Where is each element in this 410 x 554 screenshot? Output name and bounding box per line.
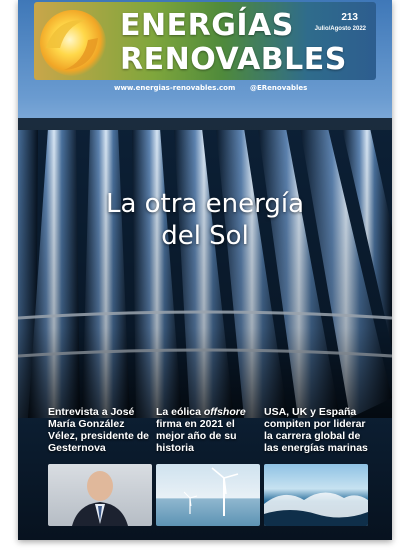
story-marine-text: USA, UK y España compiten por liderar la carrera global de las energías marinas bbox=[264, 406, 368, 454]
masthead-title-line2: RENOVABLES bbox=[120, 42, 347, 77]
swirl-logo-icon bbox=[36, 8, 110, 78]
story-offshore[interactable] bbox=[156, 406, 260, 454]
website-link[interactable]: www.energias-renovables.com bbox=[114, 84, 236, 92]
story-interview[interactable] bbox=[48, 406, 152, 454]
solar-tubes-image bbox=[18, 118, 392, 418]
headline-line2: del Sol bbox=[161, 221, 249, 251]
masthead bbox=[34, 2, 376, 80]
story-marine-photo bbox=[264, 464, 368, 526]
story-offshore-photo bbox=[156, 464, 260, 526]
magazine-cover bbox=[18, 0, 392, 540]
story-offshore-text: La eólica offshore firma en 2021 el mejor año de su historia bbox=[156, 406, 246, 454]
masthead-title-line1: ENERGÍAS bbox=[120, 8, 294, 43]
issue-date: Julio/Agosto 2022 bbox=[314, 26, 366, 32]
story-interview-text: Entrevista a José María González Vélez, presidente de Gesternova bbox=[48, 406, 149, 454]
story-marine[interactable] bbox=[264, 406, 368, 454]
issue-number: 213 bbox=[341, 12, 358, 23]
social-handle[interactable]: @ERenovables bbox=[250, 84, 308, 92]
headline-line1: La otra energía bbox=[105, 189, 305, 219]
story-interview-photo bbox=[48, 464, 152, 526]
